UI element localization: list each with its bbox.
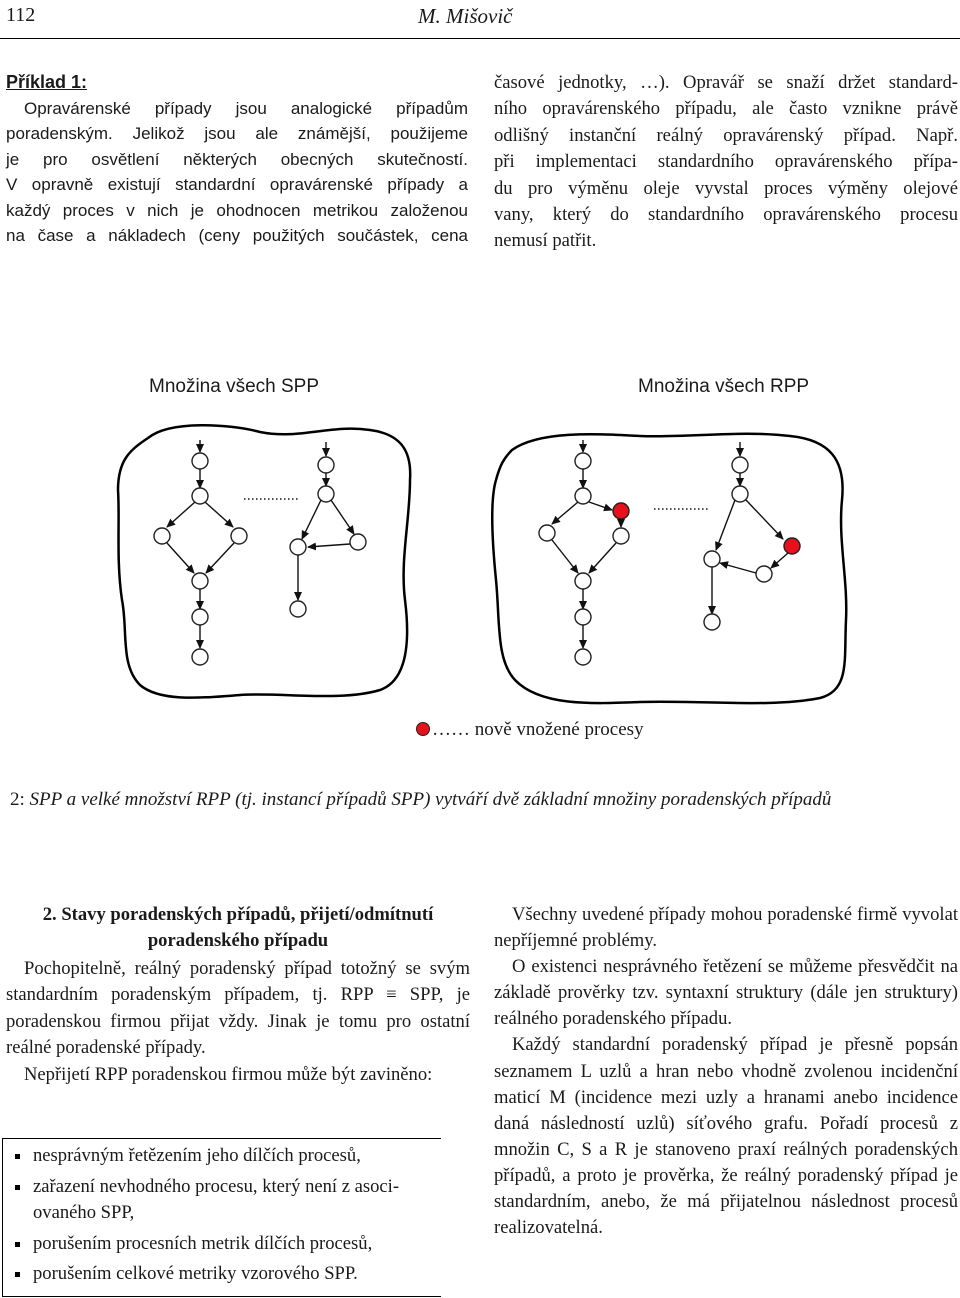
rejection-reasons-list: [3, 1143, 441, 1288]
section-paragraph: Každý standardní poradenský případ je přesně popsán seznamem L uzlů a hran nebo vhodně zvolenou incidenční maticí M (incidence mezi uzly a hranami anebo incidence daná následností uzlů) síťového grafu. Pořadí procesů z množin C, S a R je stanoveno praxí reálných poradenských případů, a proto je prověrka, že reálný poradenský případ je standardním, anebo, že má přijatelnou následnost procesů realizovatelná.: [494, 1034, 958, 1239]
example-line: odlišný instanční reálný opravárenský případ. Např.: [494, 124, 958, 146]
list-item: porušením celkové metriky vzorového SPP.: [3, 1261, 441, 1288]
section-right-column: [494, 902, 958, 1241]
example-title: Příklad 1:: [6, 72, 88, 92]
process-sets-diagram: [0, 410, 960, 710]
rejection-reasons-box: [2, 1138, 441, 1297]
left-set-label: Množina všech SPP: [149, 376, 320, 397]
list-item: porušením procesních metrik dílčích procesů,: [3, 1231, 441, 1258]
section-paragraph: O existenci nesprávného řetězení se můžeme přesvědčit na základě prověrky tzv. syntaxní struktury (dále jen struktury) reálného poradenského případu.: [494, 956, 958, 1030]
example-right-column: [494, 70, 958, 255]
section-heading: poradenského případu: [147, 930, 329, 951]
rpp-graph-diamond: [539, 440, 629, 665]
example-line: při implementaci standardního opravárenského přípa-: [494, 151, 958, 173]
list-item: zařazení nevhodného procesu, který není z asoci-ovaného SPP,: [3, 1174, 441, 1227]
spp-graph-diamond: [154, 440, 247, 665]
list-item: nesprávným řetězením jeho dílčích procesů,: [3, 1143, 441, 1170]
right-set-label: Množina všech RPP: [638, 376, 810, 397]
section-paragraph: Pochopitelně, reálný poradenský případ totožný se svým standardním poradenským případem, tj. RPP ≡ SPP, je poradenskou firmou přijat vždy. Jinak je tomu pro ostatní reálné poradenské případy.: [6, 958, 470, 1059]
example-left-column: [6, 70, 468, 249]
caption-number: 2:: [10, 789, 30, 810]
example-line: každý proces v nich je ohodnocen metrikou založenou: [6, 200, 468, 220]
example-line: vany, který do standardního opravárenského procesu: [494, 204, 958, 226]
new-process-node: [784, 538, 800, 554]
example-line: ního opravárenského případu, ale často vznikne právě: [494, 98, 958, 120]
caption-text: SPP a velké množství RPP (tj. instancí případů SPP) vytváří dvě základní množiny poradenských případů: [29, 789, 832, 810]
section-paragraph: Nepřijetí RPP poradenskou firmou může být zaviněno:: [24, 1063, 433, 1085]
new-process-node: [613, 503, 629, 519]
example-line: časové jednotky, …). Opravář se snaží držet standard-: [494, 72, 958, 93]
rpp-set-outline: [492, 434, 846, 703]
spp-set-outline: [118, 425, 410, 697]
section-paragraph: Všechny uvedené případy mohou poradenské firmě vyvolat nepříjemné problémy.: [494, 904, 958, 952]
spp-graph-triangle: [290, 442, 366, 617]
figure-caption: [10, 789, 831, 811]
example-line: nemusí patřit.: [494, 230, 597, 252]
legend-text: …… nově vnožené procesy: [432, 719, 644, 740]
red-node-icon: [416, 722, 430, 736]
section-heading: 2. Stavy poradenských případů, přijetí/odmítnutí: [42, 904, 434, 925]
example-line: du pro výměnu oleje vyvstal proces výměny olejové: [494, 177, 958, 199]
page-number: 112: [6, 4, 36, 26]
example-line: poradenským. Jelikož jsou ale známější, použijeme: [6, 124, 468, 143]
rpp-graph-triangle: [704, 442, 800, 630]
example-line: na čase a nákladech (ceny použitých součástek, cena: [6, 226, 468, 245]
diagram-legend: [416, 719, 644, 741]
section-left-column: [6, 902, 470, 1088]
page-header: [0, 0, 960, 39]
example-line: je pro osvětlení některých obecných skutečností.: [6, 149, 468, 169]
running-head: M. Mišovič: [418, 4, 513, 28]
example-line: V opravně existují standardní opravárenské případy a: [6, 175, 468, 194]
example-line: Opravárenské případy jsou analogické případům: [24, 98, 468, 118]
